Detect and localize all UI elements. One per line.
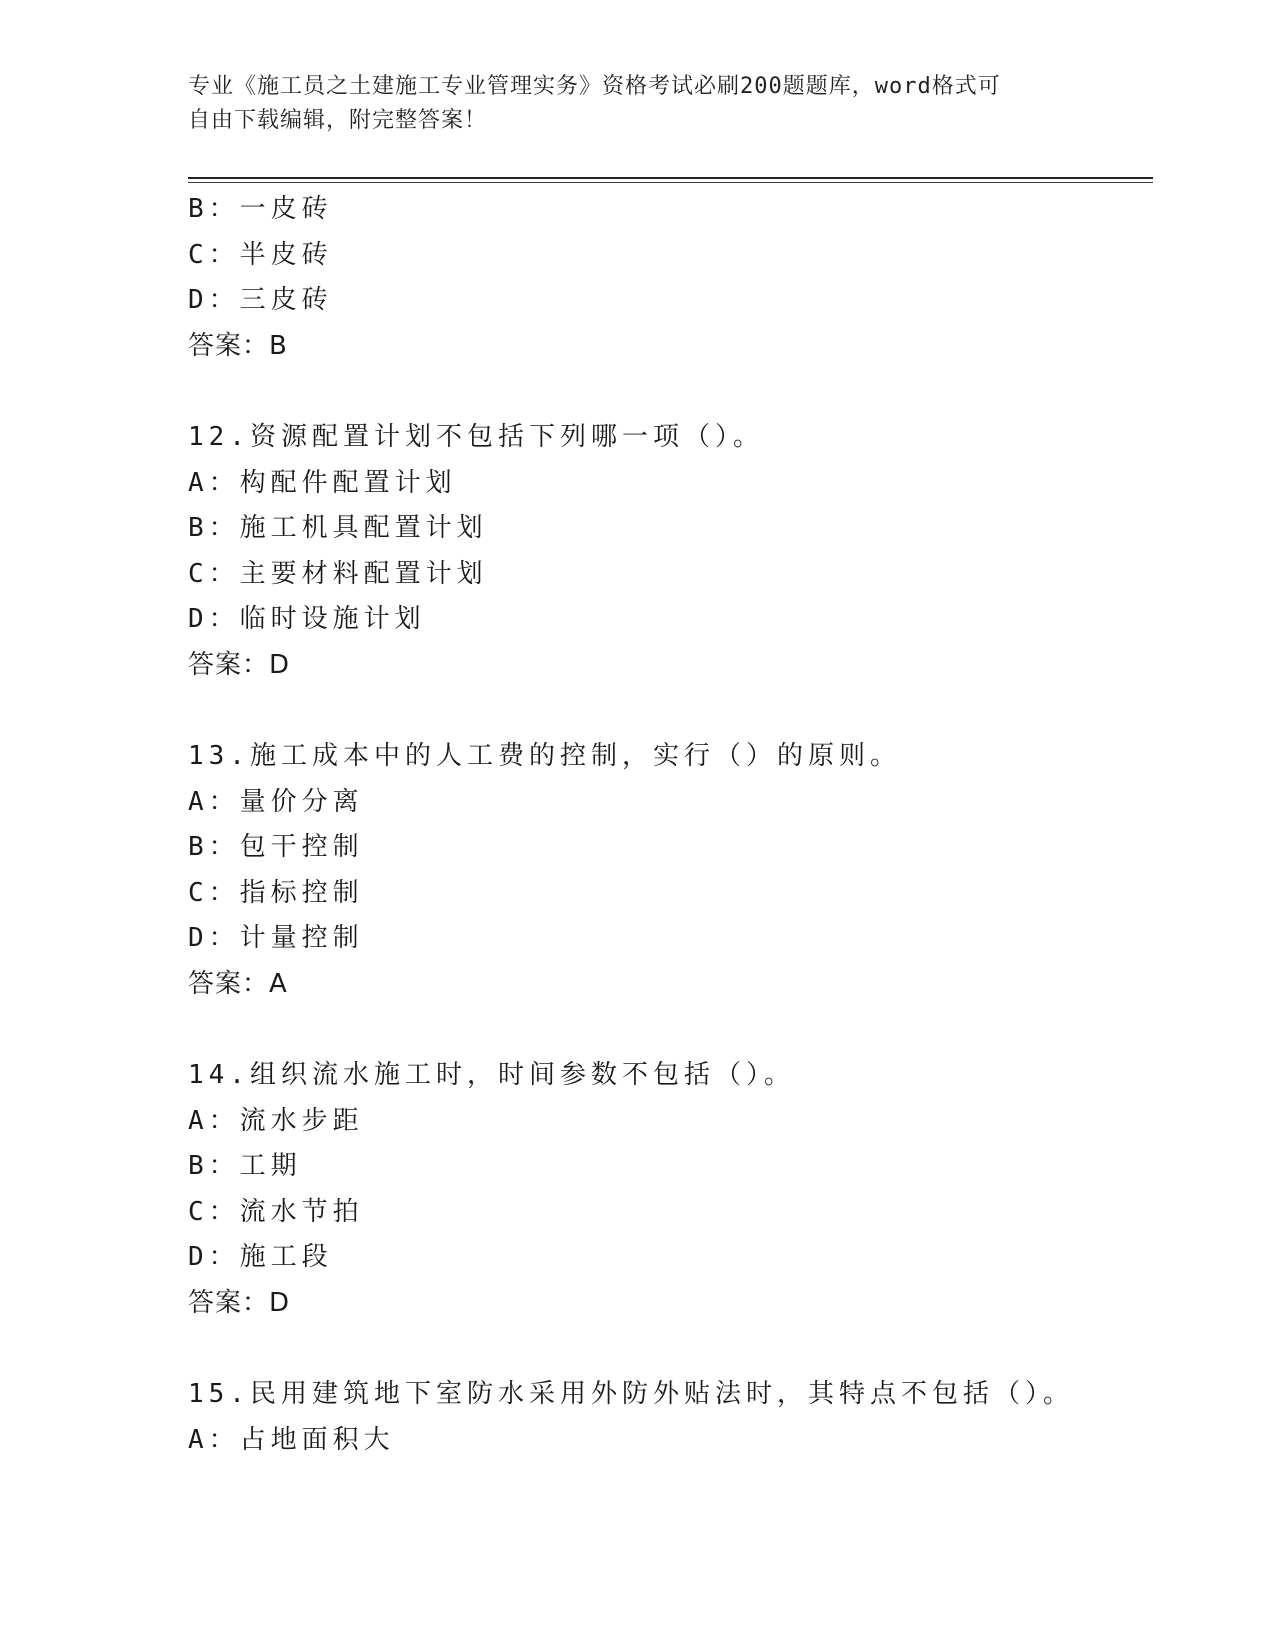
question-11-continued [188,187,1153,369]
option-d: D：施工段 [188,1242,333,1272]
question-stem: 15.民用建筑地下室防水采用外防外贴法时，其特点不包括（）。 [188,1379,1074,1409]
document-header [188,70,1088,138]
spacer [188,1326,1153,1372]
question-14 [188,1053,1153,1326]
option-b: B：一皮砖 [188,194,333,224]
option-a: A：流水步距 [188,1105,364,1136]
question-stem: 13.施工成本中的人工费的控制，实行（）的原则。 [188,741,901,771]
option-a: A：构配件配置计划 [188,467,457,498]
spacer [188,688,1153,734]
spacer [188,369,1153,415]
answer-line: 答案：B [188,330,288,361]
header-line-2: 自由下载编辑，附完整答案！ [188,108,488,133]
option-b: B：工期 [188,1151,302,1181]
spacer [188,1007,1153,1053]
question-15 [188,1372,1153,1463]
question-12 [188,415,1153,688]
option-c: C：指标控制 [188,877,364,908]
question-stem: 14.组织流水施工时，时间参数不包括（）。 [188,1060,795,1090]
header-divider-thick [188,177,1153,179]
option-b: B：施工机具配置计划 [188,513,488,543]
option-c: C：流水节拍 [188,1196,364,1227]
option-d: D：三皮砖 [188,285,333,315]
option-d: D：临时设施计划 [188,604,426,634]
answer-line: 答案：D [188,649,291,680]
answer-line: 答案：A [188,968,288,999]
question-stem: 12.资源配置计划不包括下列哪一项（）。 [188,422,764,452]
question-list [188,187,1153,1463]
option-c: C：主要材料配置计划 [188,558,488,589]
option-d: D：计量控制 [188,923,364,953]
option-b: B：包干控制 [188,832,364,862]
header-divider-thin [188,182,1153,183]
option-a: A：占地面积大 [188,1424,395,1455]
option-c: C：半皮砖 [188,239,333,270]
header-line-1: 专业《施工员之土建施工专业管理实务》资格考试必刷200题题库，word格式可 [188,74,1001,99]
question-13 [188,734,1153,1007]
option-a: A：量价分离 [188,786,364,817]
answer-line: 答案：D [188,1287,291,1318]
